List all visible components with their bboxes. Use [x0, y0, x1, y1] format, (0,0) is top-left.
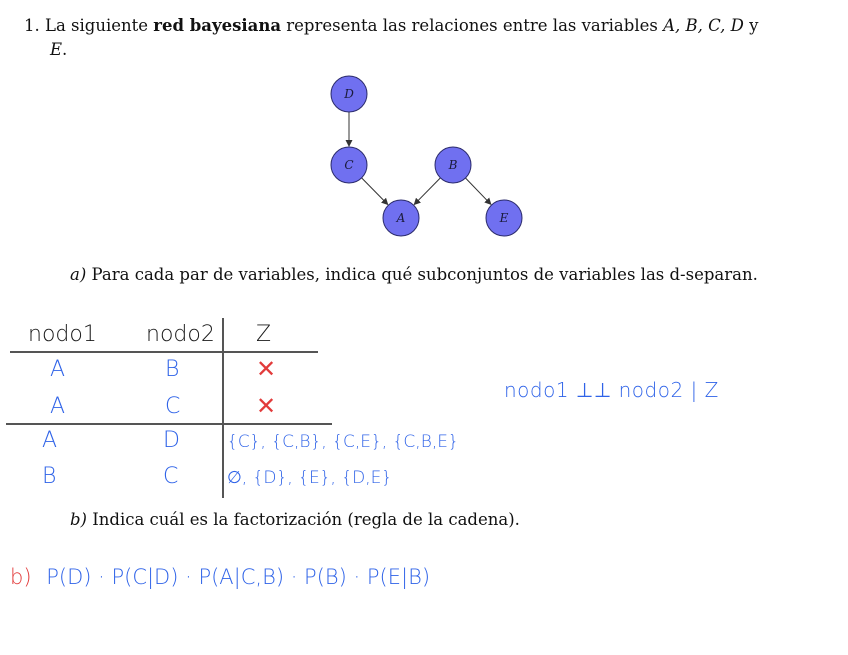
question-bold-term: red bayesiana [153, 16, 282, 35]
edge-b-to-e [465, 178, 490, 204]
row2-nodo1: A [50, 394, 66, 419]
question-conj: y [749, 16, 759, 35]
question-variables: A, B, C, D [663, 16, 744, 35]
node-e [486, 200, 522, 236]
part-a-label: a) [70, 265, 87, 284]
part-b-prompt [70, 510, 520, 529]
part-b-label: b) [70, 510, 87, 529]
row4-nodo2: C [163, 464, 179, 489]
header-z: Z [256, 322, 272, 347]
part-b-answer [10, 565, 430, 589]
row1-z-cross: ✕ [256, 355, 277, 383]
edge-c-to-a [362, 178, 388, 205]
part-b-text: Indica cuál es la factorización (regla de la cadena). [92, 510, 520, 529]
middle-rule [6, 423, 332, 425]
node-a [383, 200, 419, 236]
row2-z-cross: ✕ [256, 392, 277, 420]
row1-nodo1: A [50, 357, 66, 382]
node-d [331, 76, 367, 112]
independence-note: nodo1 ⊥⊥ nodo2 | Z [504, 378, 719, 402]
row3-nodo2: D [163, 428, 180, 453]
question-statement [24, 14, 814, 62]
question-continuation [24, 38, 814, 62]
header-nodo2: nodo2 [146, 322, 215, 347]
question-intro-pre: La siguiente [45, 16, 149, 35]
row4-z: ∅, {D}, {E}, {D,E} [227, 468, 393, 488]
question-last-variable: E [50, 40, 63, 59]
row3-z: {C}, {C,B}, {C,E}, {C,B,E} [227, 432, 459, 452]
node-c-label: C [344, 158, 354, 172]
row1-nodo2: B [165, 357, 180, 382]
part-b-answer-formula: P(D) · P(C|D) · P(A|C,B) · P(B) · P(E|B) [46, 565, 431, 589]
node-a-label: A [396, 211, 406, 225]
part-a-text: Para cada par de variables, indica qué subconjuntos de variables las d-separan. [91, 265, 758, 284]
row4-nodo1: B [42, 464, 57, 489]
node-e-label: E [499, 211, 509, 225]
bayesian-network-diagram [320, 68, 530, 248]
column-divider [222, 318, 224, 498]
part-b-answer-label: b) [10, 565, 32, 589]
node-b [435, 147, 471, 183]
part-a-prompt [70, 265, 758, 284]
header-rule [10, 351, 318, 353]
question-intro-post: representa las relaciones entre las variables [286, 16, 658, 35]
node-b-label: B [448, 158, 458, 172]
node-d-label: D [344, 87, 354, 101]
question-number: 1. [24, 16, 40, 35]
question-period: . [62, 40, 68, 59]
row2-nodo2: C [165, 394, 181, 419]
network-nodes [331, 76, 522, 236]
header-nodo1: nodo1 [28, 322, 97, 347]
node-c [331, 147, 367, 183]
edge-b-to-a [414, 178, 440, 205]
row3-nodo1: A [42, 428, 58, 453]
